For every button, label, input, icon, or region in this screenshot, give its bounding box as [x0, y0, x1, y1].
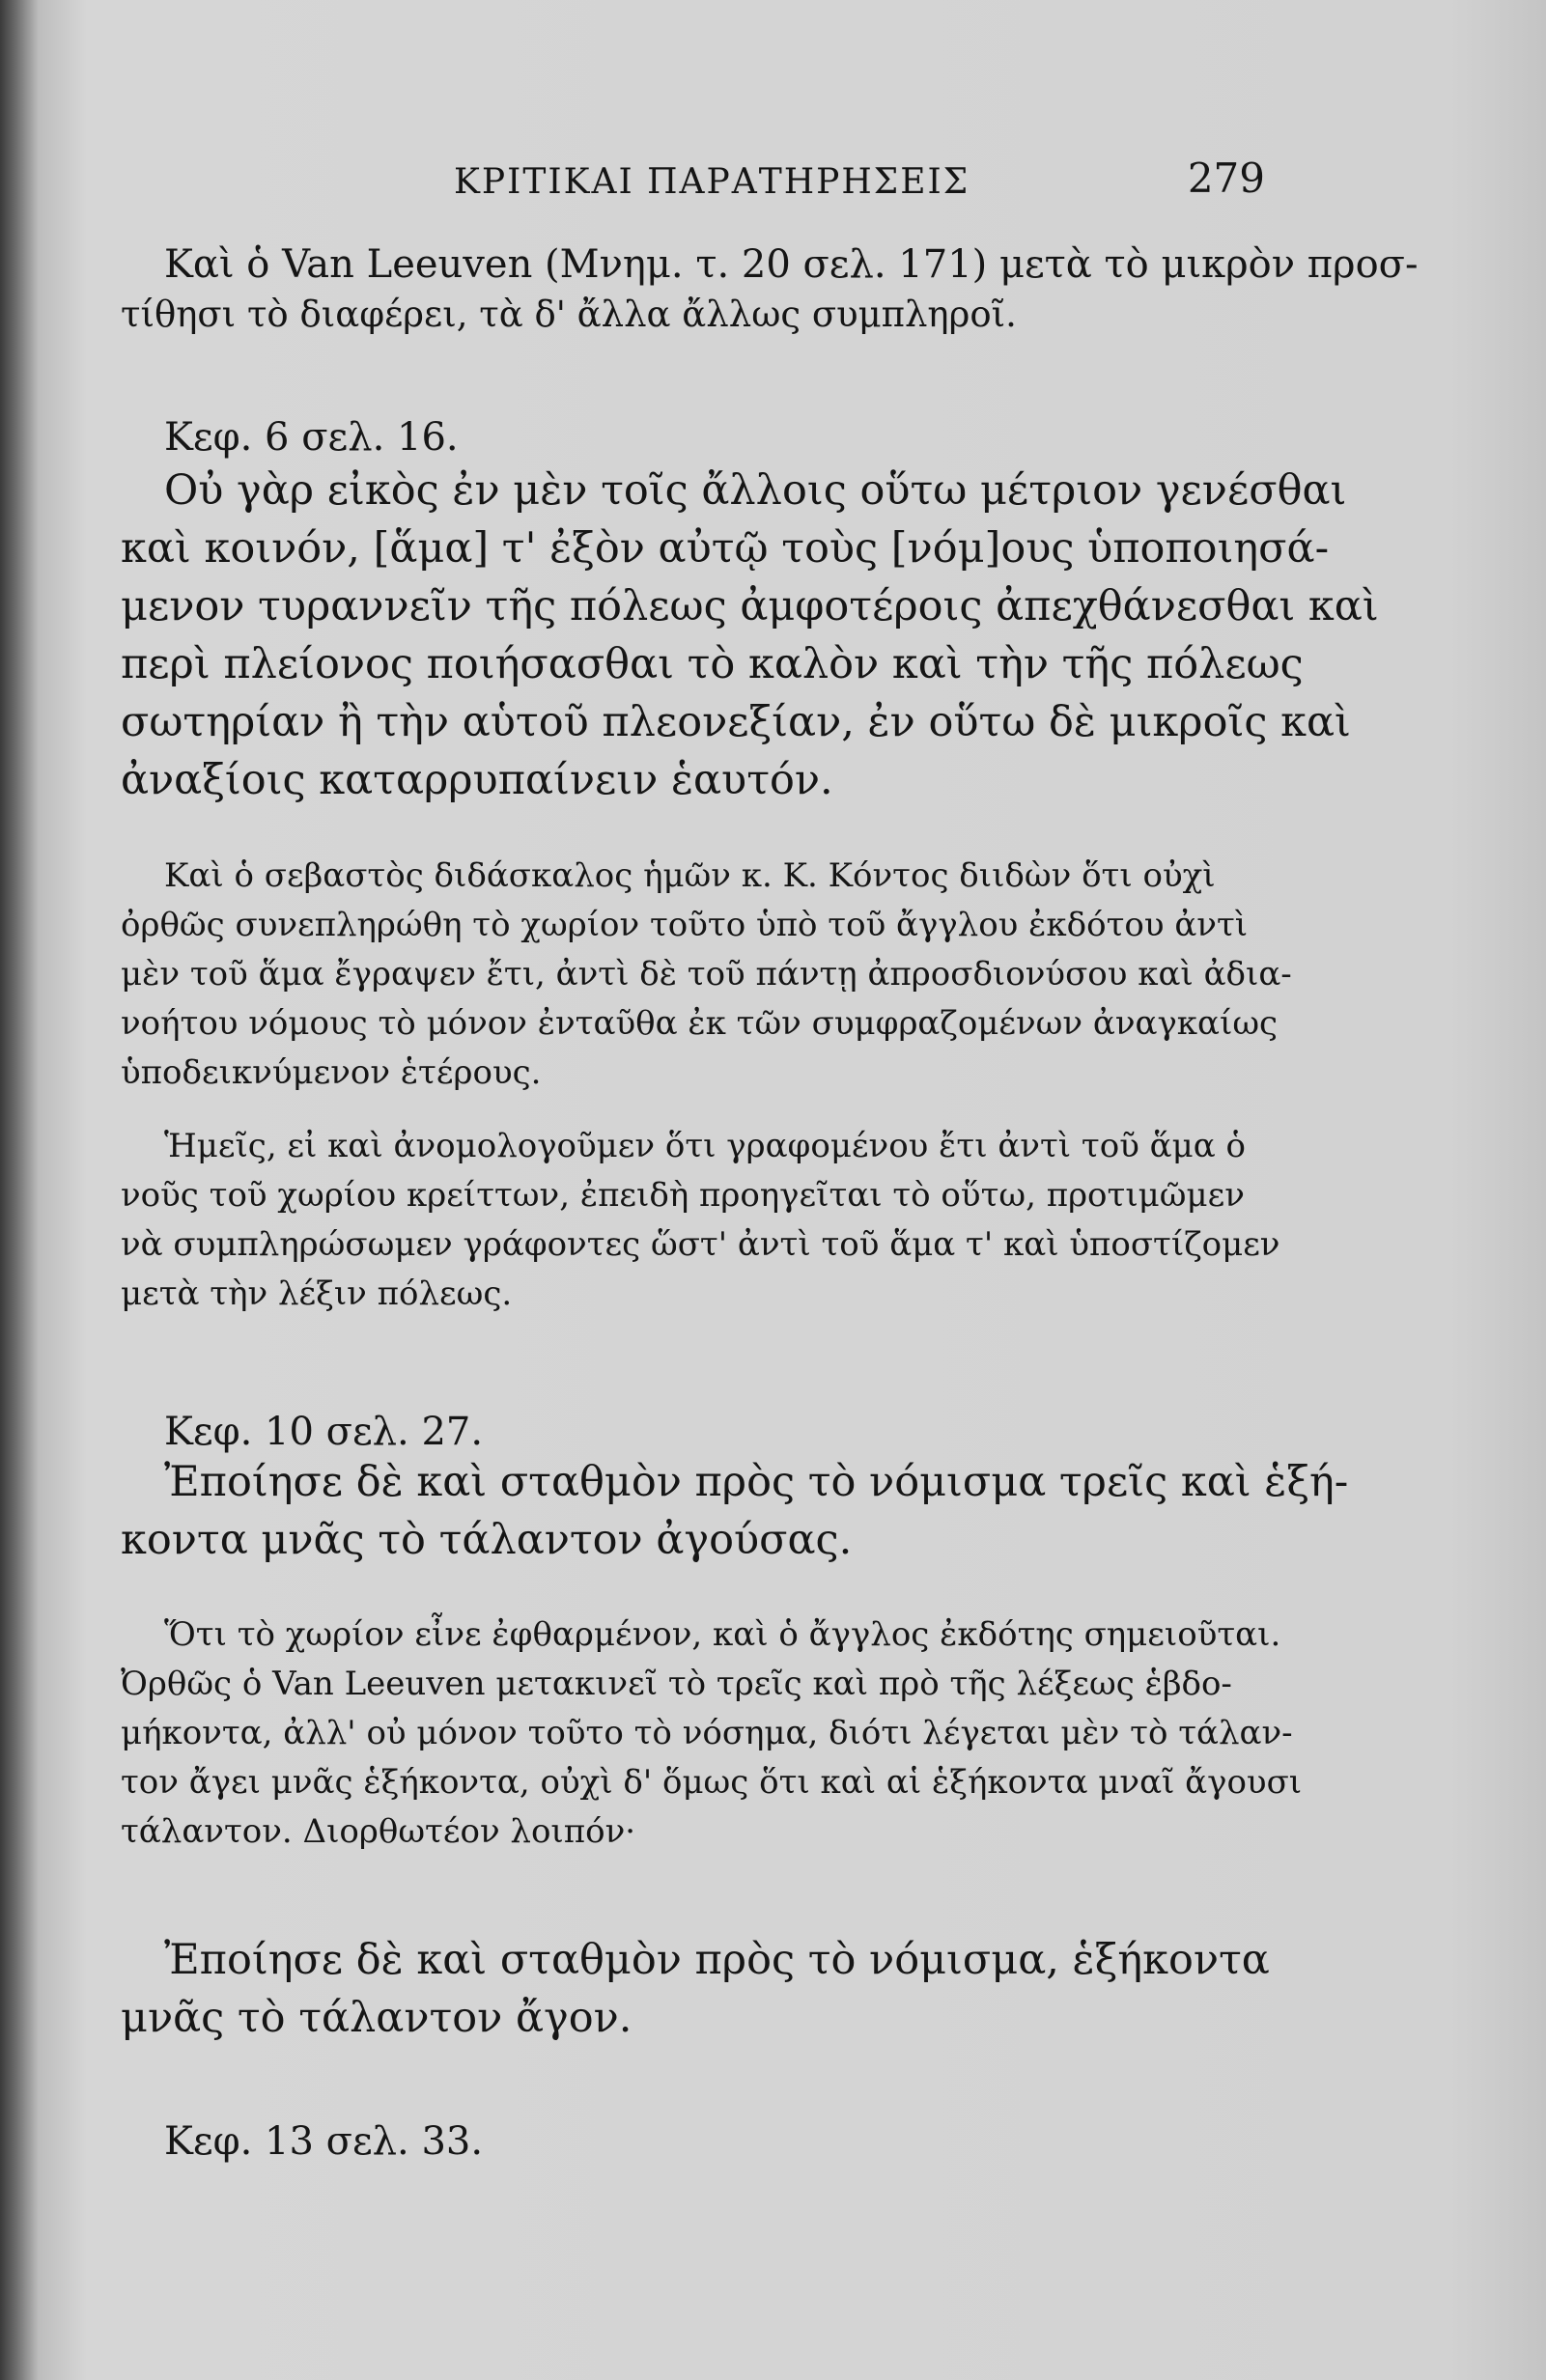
- chapter-reference: Κεφ. 13 σελ. 33.: [164, 2119, 484, 2164]
- comment-line: Καὶ ὁ σεβαστὸς διδάσκαλος ἡμῶν κ. Κ. Κόντος διιδὼν ὅτι οὐχὶ: [164, 856, 1216, 895]
- greek-text-passage: [121, 462, 1379, 809]
- text-line: Οὐ γὰρ εἰκὸς ἐν μὲν τοῖς ἄλλοις οὕτω μέτριον γενέσθαι: [164, 466, 1347, 515]
- intro-line: Καὶ ὁ Van Leeuven (Μνημ. τ. 20 σελ. 171) μετὰ τὸ μικρὸν προσ-: [164, 242, 1419, 287]
- greek-text-passage: [121, 1453, 1349, 1569]
- corrected-text-passage: [121, 1931, 1279, 2047]
- comment-line: νοῦς τοῦ χωρίου κρείττων, ἐπειδὴ προηγεῖται τὸ οὕτω, προτιμῶμεν: [121, 1176, 1245, 1215]
- comment-line: μετὰ τὴν λέξιν πόλεως.: [121, 1274, 513, 1313]
- text-line: καὶ κοινόν, [ἅμα] τ' ἐξὸν αὐτῷ τοὺς [νόμ]ους ὑποποιησά-: [121, 524, 1330, 573]
- comment-line: νὰ συμπληρώσωμεν γράφοντες ὥστ' ἀντὶ τοῦ ἅμα τ' καὶ ὑποστίζομεν: [121, 1225, 1280, 1264]
- comment-line: τάλαντον. Διορθωτέον λοιπόν·: [121, 1812, 636, 1851]
- intro-line: τίθησι τὸ διαφέρει, τὰ δ' ἄλλα ἄλλως συμπληροῖ.: [121, 294, 1017, 335]
- text-line: Ἐποίησε δὲ καὶ σταθμὸν πρὸς τὸ νόμισμα τρεῖς καὶ ἑξή-: [164, 1458, 1349, 1506]
- page-number: 279: [1187, 154, 1265, 202]
- text-line: σωτηρίαν ἢ τὴν αὑτοῦ πλεονεξίαν, ἐν οὕτω δὲ μικροῖς καὶ: [121, 698, 1351, 746]
- comment-line: μὲν τοῦ ἅμα ἔγραψεν ἔτι, ἀντὶ δὲ τοῦ πάντῃ ἀπροσδιονύσου καὶ ἀδια-: [121, 955, 1292, 994]
- text-line: Ἐποίησε δὲ καὶ σταθμὸν πρὸς τὸ νόμισμα, ἑξήκοντα: [164, 1936, 1270, 1984]
- commentary-paragraph: [121, 852, 1292, 1098]
- comment-line: Ὅτι τὸ χωρίον εἶνε ἐφθαρμένον, καὶ ὁ ἄγγλος ἐκδότης σημειοῦται.: [164, 1615, 1281, 1654]
- section-ref: [121, 2119, 1279, 2164]
- comment-line: μήκοντα, ἀλλ' οὐ μόνον τοῦτο τὸ νόσημα, διότι λέγεται μὲν τὸ τάλαν-: [121, 1714, 1293, 1752]
- text-line: μνᾶς τὸ τάλαντον ἄγον.: [121, 1994, 632, 2042]
- commentary-paragraph: [121, 1610, 1303, 1857]
- comment-line: Ἡμεῖς, εἰ καὶ ἀνομολογοῦμεν ὅτι γραφομένου ἔτι ἀντὶ τοῦ ἅμα ὁ: [164, 1127, 1246, 1165]
- comment-line: Ὀρθῶς ὁ Van Leeuven μετακινεῖ τὸ τρεῖς καὶ πρὸ τῆς λέξεως ἑβδο-: [121, 1665, 1232, 1703]
- intro-note: [121, 239, 1419, 340]
- running-title: ΚΡΙΤΙΚΑΙ ΠΑΡΑΤΗΡΗΣΕΙΣ: [454, 162, 970, 202]
- commentary-paragraph: [121, 1122, 1279, 1319]
- section-ref: [121, 1410, 1279, 1454]
- comment-line: νοήτου νόμους τὸ μόνον ἐνταῦθα ἐκ τῶν συμφραζομένων ἀναγκαίως: [121, 1004, 1279, 1043]
- comment-line: τον ἄγει μνᾶς ἑξήκοντα, οὐχὶ δ' ὅμως ὅτι καὶ αἱ ἑξήκοντα μναῖ ἄγουσι: [121, 1763, 1303, 1802]
- comment-line: ὑποδεικνύμενον ἑτέρους.: [121, 1053, 542, 1092]
- text-line: κοντα μνᾶς τὸ τάλαντον ἀγούσας.: [121, 1516, 853, 1564]
- section-ref: [121, 415, 1279, 460]
- text-line: μενον τυραννεῖν τῆς πόλεως ἀμφοτέροις ἀπεχθάνεσθαι καὶ: [121, 582, 1379, 630]
- text-line: ἀναξίοις καταρρυπαίνειν ἑαυτόν.: [121, 756, 833, 804]
- comment-line: ὀρθῶς συνεπληρώθη τὸ χωρίον τοῦτο ὑπὸ τοῦ ἄγγλου ἐκδότου ἀντὶ: [121, 906, 1249, 944]
- chapter-reference: Κεφ. 10 σελ. 27.: [164, 1410, 484, 1454]
- text-line: περὶ πλείονος ποιήσασθαι τὸ καλὸν καὶ τὴν τῆς πόλεως: [121, 640, 1304, 688]
- chapter-reference: Κεφ. 6 σελ. 16.: [164, 415, 459, 460]
